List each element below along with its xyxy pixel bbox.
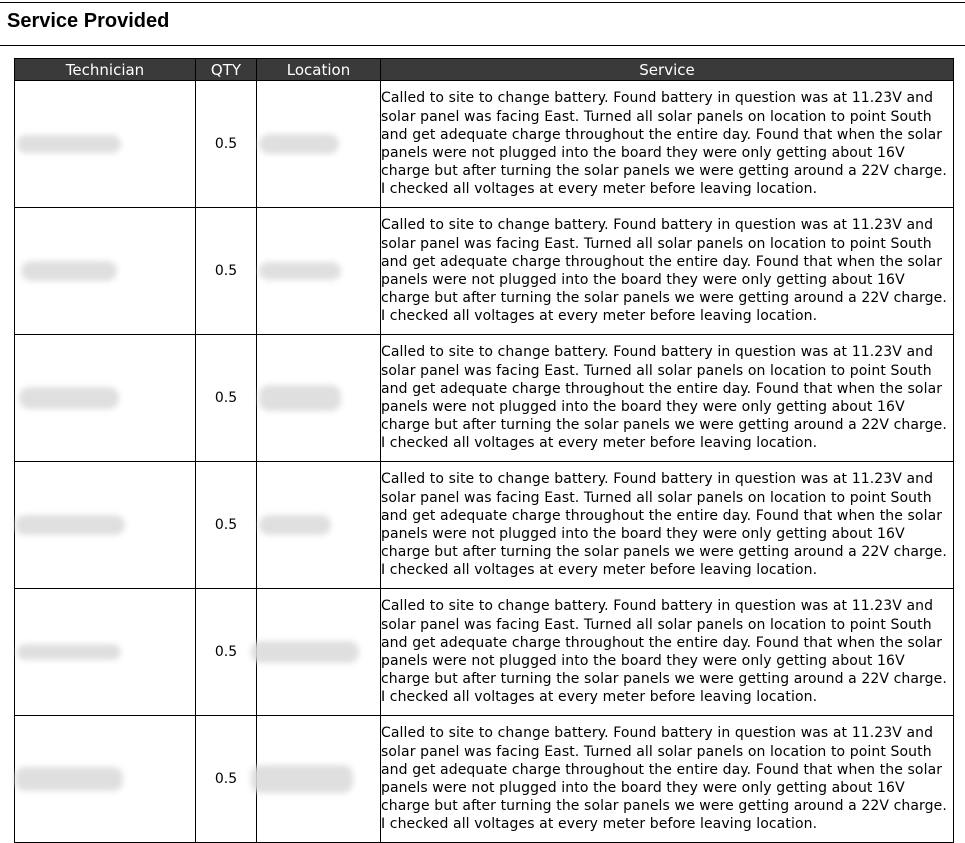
qty-cell: 0.5 <box>196 335 257 462</box>
title-divider <box>0 45 965 46</box>
redacted-location <box>259 515 331 535</box>
technician-cell <box>15 335 196 462</box>
location-cell <box>257 335 381 462</box>
header-location: Location <box>257 59 381 81</box>
header-service: Service <box>381 59 954 81</box>
technician-cell <box>15 462 196 589</box>
redacted-location <box>259 262 341 280</box>
redacted-location <box>259 385 341 411</box>
qty-cell: 0.5 <box>196 208 257 335</box>
section-title: Service Provided <box>7 10 170 32</box>
header-technician: Technician <box>15 59 196 81</box>
table-row <box>15 716 954 843</box>
service-cell: Called to site to change battery. Found battery in question was at 11.23V and solar panel was facing East. Turned all solar panels on location to point South and get adequate charge throughout the entire day. Found that when the solar panels were not plugged into the board they were only getting about 16V charge but after turning the solar panels we were getting around a 22V charge. I checked all voltages at every meter before leaving location. <box>381 208 954 335</box>
redacted-technician <box>15 767 123 791</box>
redacted-technician <box>21 261 117 281</box>
table-row <box>15 335 954 462</box>
service-table <box>14 58 954 843</box>
qty-cell: 0.5 <box>196 589 257 716</box>
redacted-technician <box>15 515 125 535</box>
technician-cell <box>15 716 196 843</box>
technician-cell <box>15 208 196 335</box>
location-cell <box>257 81 381 208</box>
location-cell <box>257 462 381 589</box>
redacted-technician <box>17 135 121 153</box>
table-row <box>15 462 954 589</box>
service-cell: Called to site to change battery. Found battery in question was at 11.23V and solar panel was facing East. Turned all solar panels on location to point South and get adequate charge throughout the entire day. Found that when the solar panels were not plugged into the board they were only getting about 16V charge but after turning the solar panels we were getting around a 22V charge. I checked all voltages at every meter before leaving location. <box>381 335 954 462</box>
table-row <box>15 589 954 716</box>
table-row <box>15 208 954 335</box>
redacted-location <box>259 134 339 154</box>
qty-cell: 0.5 <box>196 462 257 589</box>
qty-cell: 0.5 <box>196 81 257 208</box>
service-cell: Called to site to change battery. Found battery in question was at 11.23V and solar panel was facing East. Turned all solar panels on location to point South and get adequate charge throughout the entire day. Found that when the solar panels were not plugged into the board they were only getting about 16V charge but after turning the solar panels we were getting around a 22V charge. I checked all voltages at every meter before leaving location. <box>381 589 954 716</box>
header-qty: QTY <box>196 59 257 81</box>
service-cell: Called to site to change battery. Found battery in question was at 11.23V and solar panel was facing East. Turned all solar panels on location to point South and get adequate charge throughout the entire day. Found that when the solar panels were not plugged into the board they were only getting about 16V charge but after turning the solar panels we were getting around a 22V charge. I checked all voltages at every meter before leaving location. <box>381 716 954 843</box>
table-row <box>15 81 954 208</box>
location-cell <box>257 208 381 335</box>
qty-cell: 0.5 <box>196 716 257 843</box>
service-cell: Called to site to change battery. Found battery in question was at 11.23V and solar panel was facing East. Turned all solar panels on location to point South and get adequate charge throughout the entire day. Found that when the solar panels were not plugged into the board they were only getting about 16V charge but after turning the solar panels we were getting around a 22V charge. I checked all voltages at every meter before leaving location. <box>381 81 954 208</box>
redacted-technician <box>17 644 121 660</box>
technician-cell <box>15 81 196 208</box>
location-cell <box>257 589 381 716</box>
technician-cell <box>15 589 196 716</box>
service-cell: Called to site to change battery. Found battery in question was at 11.23V and solar panel was facing East. Turned all solar panels on location to point South and get adequate charge throughout the entire day. Found that when the solar panels were not plugged into the board they were only getting about 16V charge but after turning the solar panels we were getting around a 22V charge. I checked all voltages at every meter before leaving location. <box>381 462 954 589</box>
redacted-location <box>251 641 359 663</box>
redacted-technician <box>19 387 119 409</box>
table-header-row <box>15 59 954 81</box>
top-rule <box>0 2 965 3</box>
location-cell <box>257 716 381 843</box>
redacted-location <box>251 765 353 793</box>
